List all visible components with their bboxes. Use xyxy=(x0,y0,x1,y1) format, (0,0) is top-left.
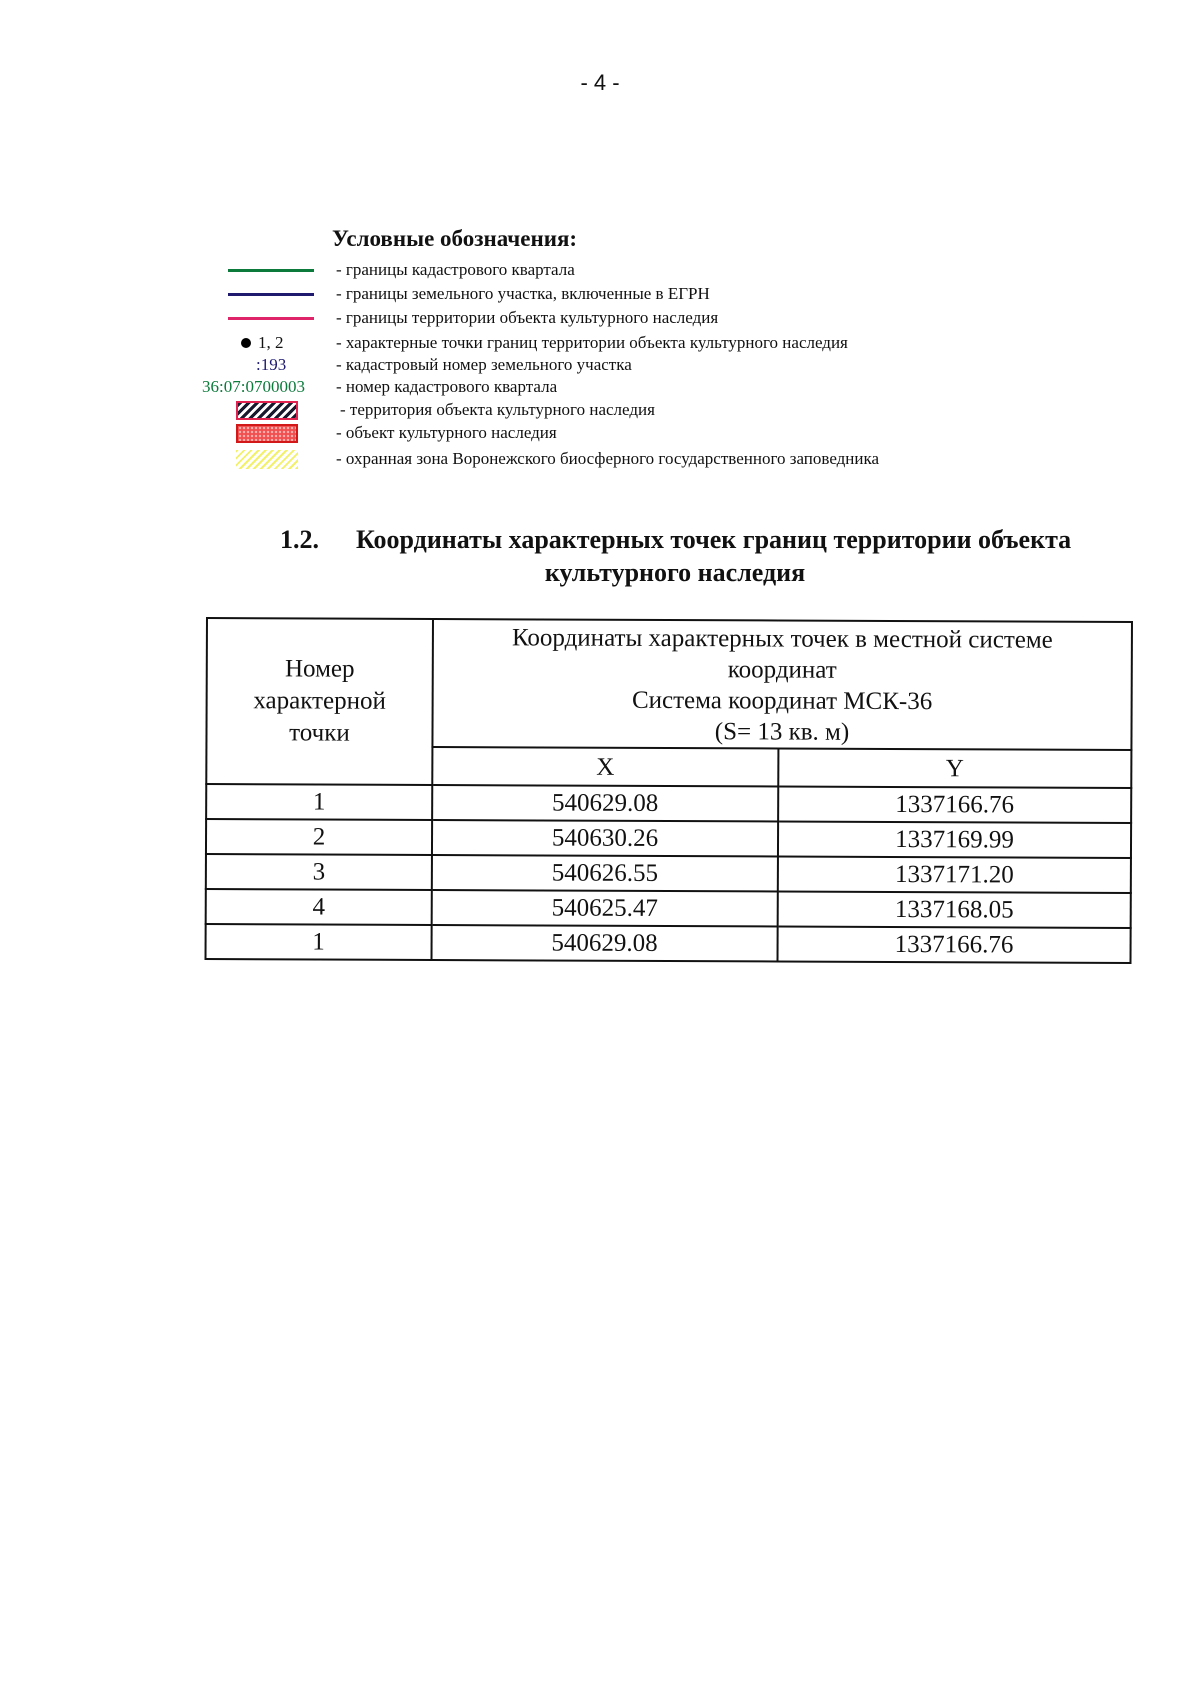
legend-label: - номер кадастрового квартала xyxy=(336,377,558,396)
point-number-header: Номер характерной точки xyxy=(206,618,433,785)
legend-title: Условные обозначения: xyxy=(332,226,578,251)
y-cell: 1337166.76 xyxy=(778,786,1131,823)
legend-label: - границы территории объекта культурного наследия xyxy=(336,308,719,327)
table-row xyxy=(206,889,1131,928)
legend-label: - территория объекта культурного наследия xyxy=(340,400,655,419)
table-row xyxy=(206,924,1131,963)
legend-item-land-plot-boundary xyxy=(0,283,1200,307)
x-cell: 540625.47 xyxy=(432,890,778,927)
x-cell: 540630.26 xyxy=(432,820,778,857)
table-row xyxy=(206,819,1131,858)
x-cell: 540626.55 xyxy=(432,855,778,892)
legend-label: - охранная зона Воронежского биосферного государственного заповедника xyxy=(336,449,880,468)
legend-label: - границы земельного участка, включенные в ЕГРН xyxy=(336,284,710,303)
legend-label: - границы кадастрового квартала xyxy=(336,260,575,279)
legend-item-protected-zone xyxy=(0,448,1200,472)
y-column-header: Y xyxy=(778,748,1131,788)
red-box-symbol xyxy=(236,424,298,443)
y-cell: 1337166.76 xyxy=(778,926,1131,963)
table-row xyxy=(206,854,1131,893)
legend-item-parcel-number xyxy=(0,354,1200,378)
table-row xyxy=(206,784,1131,823)
coordinates-table xyxy=(205,617,1133,964)
legend-item-quarter-number xyxy=(0,376,1200,400)
point-cell: 1 xyxy=(206,924,432,960)
quarter-number-text: 36:07:0700003 xyxy=(202,377,305,396)
point-cell: 4 xyxy=(206,889,432,925)
navy-line-symbol xyxy=(228,293,314,296)
point-cell: 1 xyxy=(206,784,432,820)
x-cell: 540629.08 xyxy=(432,785,778,822)
page-number: - 4 - xyxy=(580,70,620,95)
legend-item-cadastral-quarter-boundary xyxy=(0,259,1200,283)
hatched-box-symbol xyxy=(236,401,298,420)
y-cell: 1337169.99 xyxy=(778,821,1131,858)
y-cell: 1337168.05 xyxy=(778,891,1131,928)
section-title-line-1: Координаты характерных точек границ территории объекта xyxy=(356,525,1072,554)
green-line-symbol xyxy=(228,269,314,272)
x-cell: 540629.08 xyxy=(432,925,778,962)
legend-item-heritage-object xyxy=(0,422,1200,446)
legend-label: - кадастровый номер земельного участка xyxy=(336,355,632,374)
point-marker-icon xyxy=(241,338,251,348)
table-header-row xyxy=(206,618,1132,750)
parcel-number-text: :193 xyxy=(256,355,287,374)
point-cell: 3 xyxy=(206,854,432,890)
point-marker-text: 1, 2 xyxy=(258,333,284,352)
y-cell: 1337171.20 xyxy=(778,856,1131,893)
legend-item-heritage-territory-boundary xyxy=(0,307,1200,331)
coordinates-header: Координаты характерных точек в местной системе координат Система координат МСК-36 (S= 13 кв. м) xyxy=(432,619,1132,750)
legend-label: - характерные точки границ территории объекта культурного наследия xyxy=(336,333,848,352)
point-cell: 2 xyxy=(206,819,432,855)
yellow-hatch-box-symbol xyxy=(236,450,298,469)
section-title-line-2: культурного наследия xyxy=(544,558,806,587)
legend-item-heritage-territory xyxy=(0,399,1200,423)
legend-label: - объект культурного наследия xyxy=(336,423,557,442)
x-column-header: X xyxy=(432,747,778,787)
legend-item-characteristic-points xyxy=(0,332,1200,356)
section-number: 1.2. xyxy=(280,525,319,554)
pink-line-symbol xyxy=(228,317,314,320)
